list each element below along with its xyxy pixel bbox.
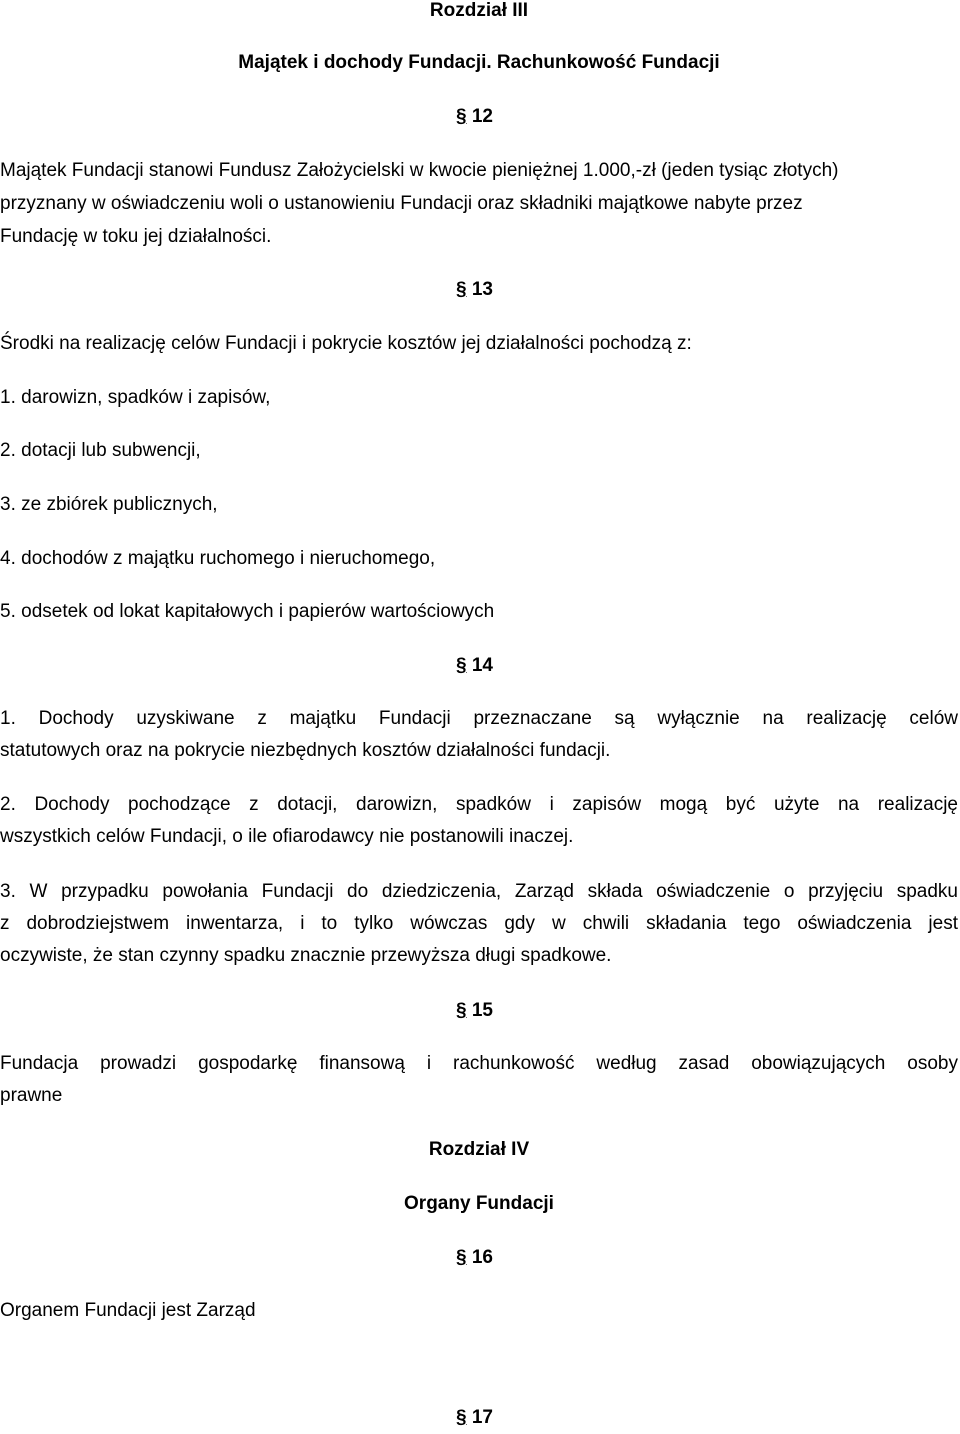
paragraph-line: 2. Dochody pochodzące z dotacji, darowizn, spadków i zapisów mogą być użyte na realizację [0, 794, 958, 815]
list-item: 5. odsetek od lokat kapitałowych i papierów wartościowych [0, 601, 495, 622]
section-sign: § [456, 1000, 467, 1021]
section-heading-16 [456, 1242, 493, 1274]
section-sign: § [456, 1407, 467, 1428]
section-sign: § [456, 655, 467, 676]
section-heading-14 [456, 650, 493, 682]
paragraph-line: wszystkich celów Fundacji, o ile ofiarodawcy nie postanowili inaczej. [0, 826, 574, 847]
section-sign: § [456, 106, 467, 127]
section-number: 17 [471, 1407, 493, 1428]
list-item: 1. darowizn, spadków i zapisów, [0, 387, 271, 408]
paragraph-line: przyznany w oświadczeniu woli o ustanowieniu Fundacji oraz składniki majątkowe nabyte przez [0, 193, 803, 214]
section-number: 14 [471, 655, 493, 676]
paragraph-2 [0, 789, 958, 853]
list-item: 2. dotacji lub subwencji, [0, 440, 201, 461]
paragraph [0, 1048, 958, 1112]
section-heading-13 [456, 274, 493, 306]
list-item: 4. dochodów z majątku ruchomego i nieruchomego, [0, 548, 436, 569]
paragraph-line: oczywiste, że stan czynny spadku znacznie przewyższa długi spadkowe. [0, 945, 612, 966]
paragraph-line: z dobrodziejstwem inwentarza, i to tylko wówczas gdy w chwili składania tego oświadczenia jest [0, 913, 958, 934]
section-sign: § [456, 279, 467, 300]
section-intro: Środki na realizację celów Fundacji i pokrycie kosztów jej działalności pochodzą z: [0, 333, 692, 354]
paragraph-line: Fundacja prowadzi gospodarkę finansową i rachunkowość według zasad obowiązujących osoby [0, 1053, 958, 1074]
paragraph-line: Organem Fundacji jest Zarząd [0, 1300, 256, 1321]
section-number: 15 [471, 1000, 493, 1021]
paragraph-line: Fundację w toku jej działalności. [0, 226, 272, 247]
paragraph-line: statutowych oraz na pokrycie niezbędnych kosztów działalności fundacji. [0, 740, 611, 761]
paragraph-line: 3. W przypadku powołania Fundacji do dziedziczenia, Zarząd składa oświadczenie o przyjęciu spadku [0, 881, 958, 902]
chapter-subtitle: Majątek i dochody Fundacji. Rachunkowość Fundacji [238, 52, 720, 73]
paragraph-line: Majątek Fundacji stanowi Fundusz Założycielski w kwocie pieniężnej 1.000,-zł (jeden tysiąc złotych) [0, 160, 839, 181]
list-item: 3. ze zbiórek publicznych, [0, 494, 218, 515]
section-heading-15 [456, 995, 493, 1027]
section-heading-12 [456, 101, 493, 133]
chapter-subtitle: Organy Fundacji [404, 1193, 554, 1214]
section-number: 13 [471, 279, 493, 300]
section-heading-17 [456, 1402, 493, 1434]
section-sign: § [456, 1247, 467, 1268]
section-number: 12 [471, 106, 493, 127]
paragraph-1 [0, 703, 958, 767]
paragraph-3 [0, 876, 958, 972]
section-number: 16 [471, 1247, 493, 1268]
paragraph-line: 1. Dochody uzyskiwane z majątku Fundacji przeznaczane są wyłącznie na realizację celów [0, 708, 958, 729]
chapter-title: Rozdział IV [428, 1139, 530, 1160]
paragraph-line: prawne [0, 1085, 63, 1106]
chapter-title: Rozdział III [429, 0, 529, 21]
